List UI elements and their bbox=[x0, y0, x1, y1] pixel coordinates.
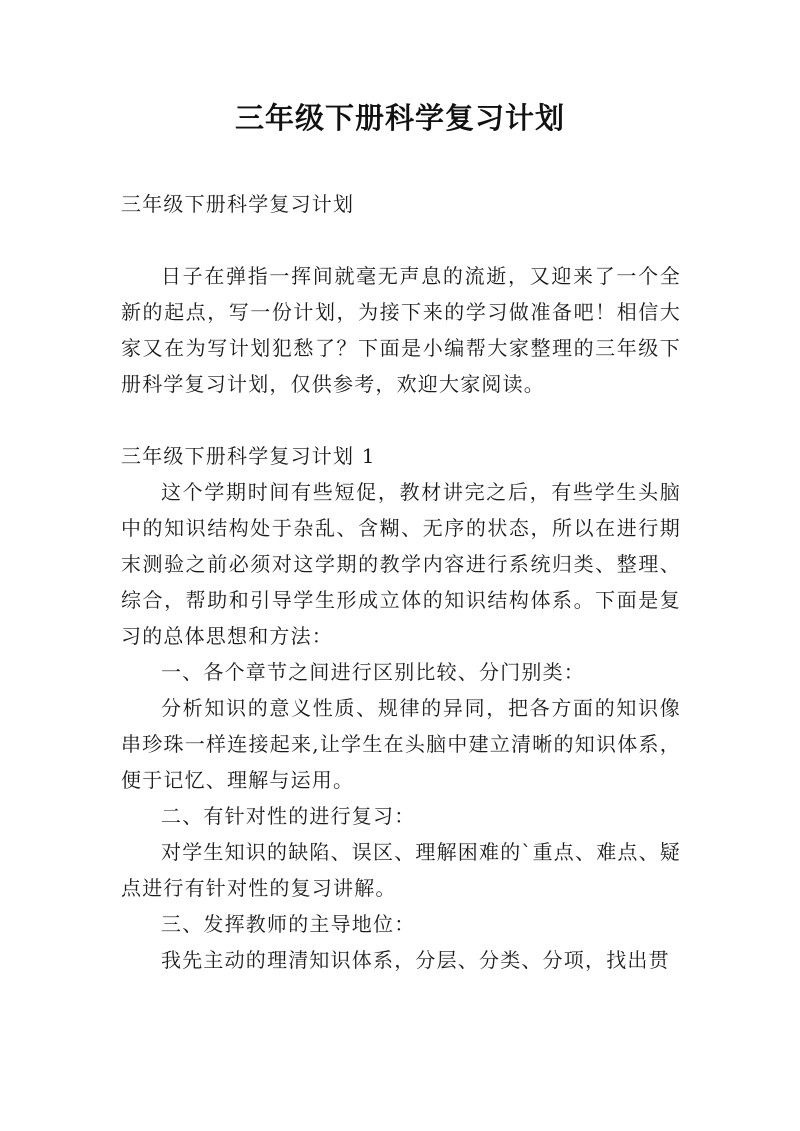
point-text-2: 对学生知识的缺陷、误区、理解困难的`重点、难点、疑点进行有针对性的复习讲解。 bbox=[121, 840, 681, 900]
intro-paragraph: 日子在弹指一挥间就毫无声息的流逝，又迎来了一个全新的起点，写一份计划，为接下来的学习做准备吧！相信大家又在为写计划犯愁了？下面是小编帮大家整理的三年级下册科学复习计划，仅供参考，欢迎大家阅读。 bbox=[121, 264, 681, 396]
point-heading-1: 一、各个章节之间进行区别比较、分门别类： bbox=[161, 660, 585, 684]
point-text-1: 分析知识的意义性质、规律的异同，把各方面的知识像串珍珠一样连接起来,让学生在头脑中建立清晰的知识体系，便于记忆、理解与运用。 bbox=[121, 696, 681, 792]
spacer bbox=[121, 222, 681, 258]
spacer bbox=[121, 402, 681, 438]
document-title: 三年级下册科学复习计划 bbox=[234, 101, 565, 135]
document-body bbox=[121, 186, 681, 978]
section-paragraph: 这个学期时间有些短促，教材讲完之后，有些学生头脑中的知识结构处于杂乱、含糊、无序的状态，所以在进行期末测验之前必须对这学期的教学内容进行系统归类、整理、综合，帮助和引导学生形成立体的知识结构体系。下面是复习的总体思想和方法： bbox=[121, 480, 681, 648]
point-heading-2: 二、有针对性的进行复习： bbox=[161, 804, 416, 828]
point-text-3: 我先主动的理清知识体系，分层、分类、分项，找出贯 bbox=[161, 948, 670, 972]
point-heading-3: 三、发挥教师的主导地位： bbox=[161, 912, 416, 936]
document-subtitle: 三年级下册科学复习计划 bbox=[121, 192, 355, 216]
section-heading: 三年级下册科学复习计划 1 bbox=[121, 444, 376, 468]
